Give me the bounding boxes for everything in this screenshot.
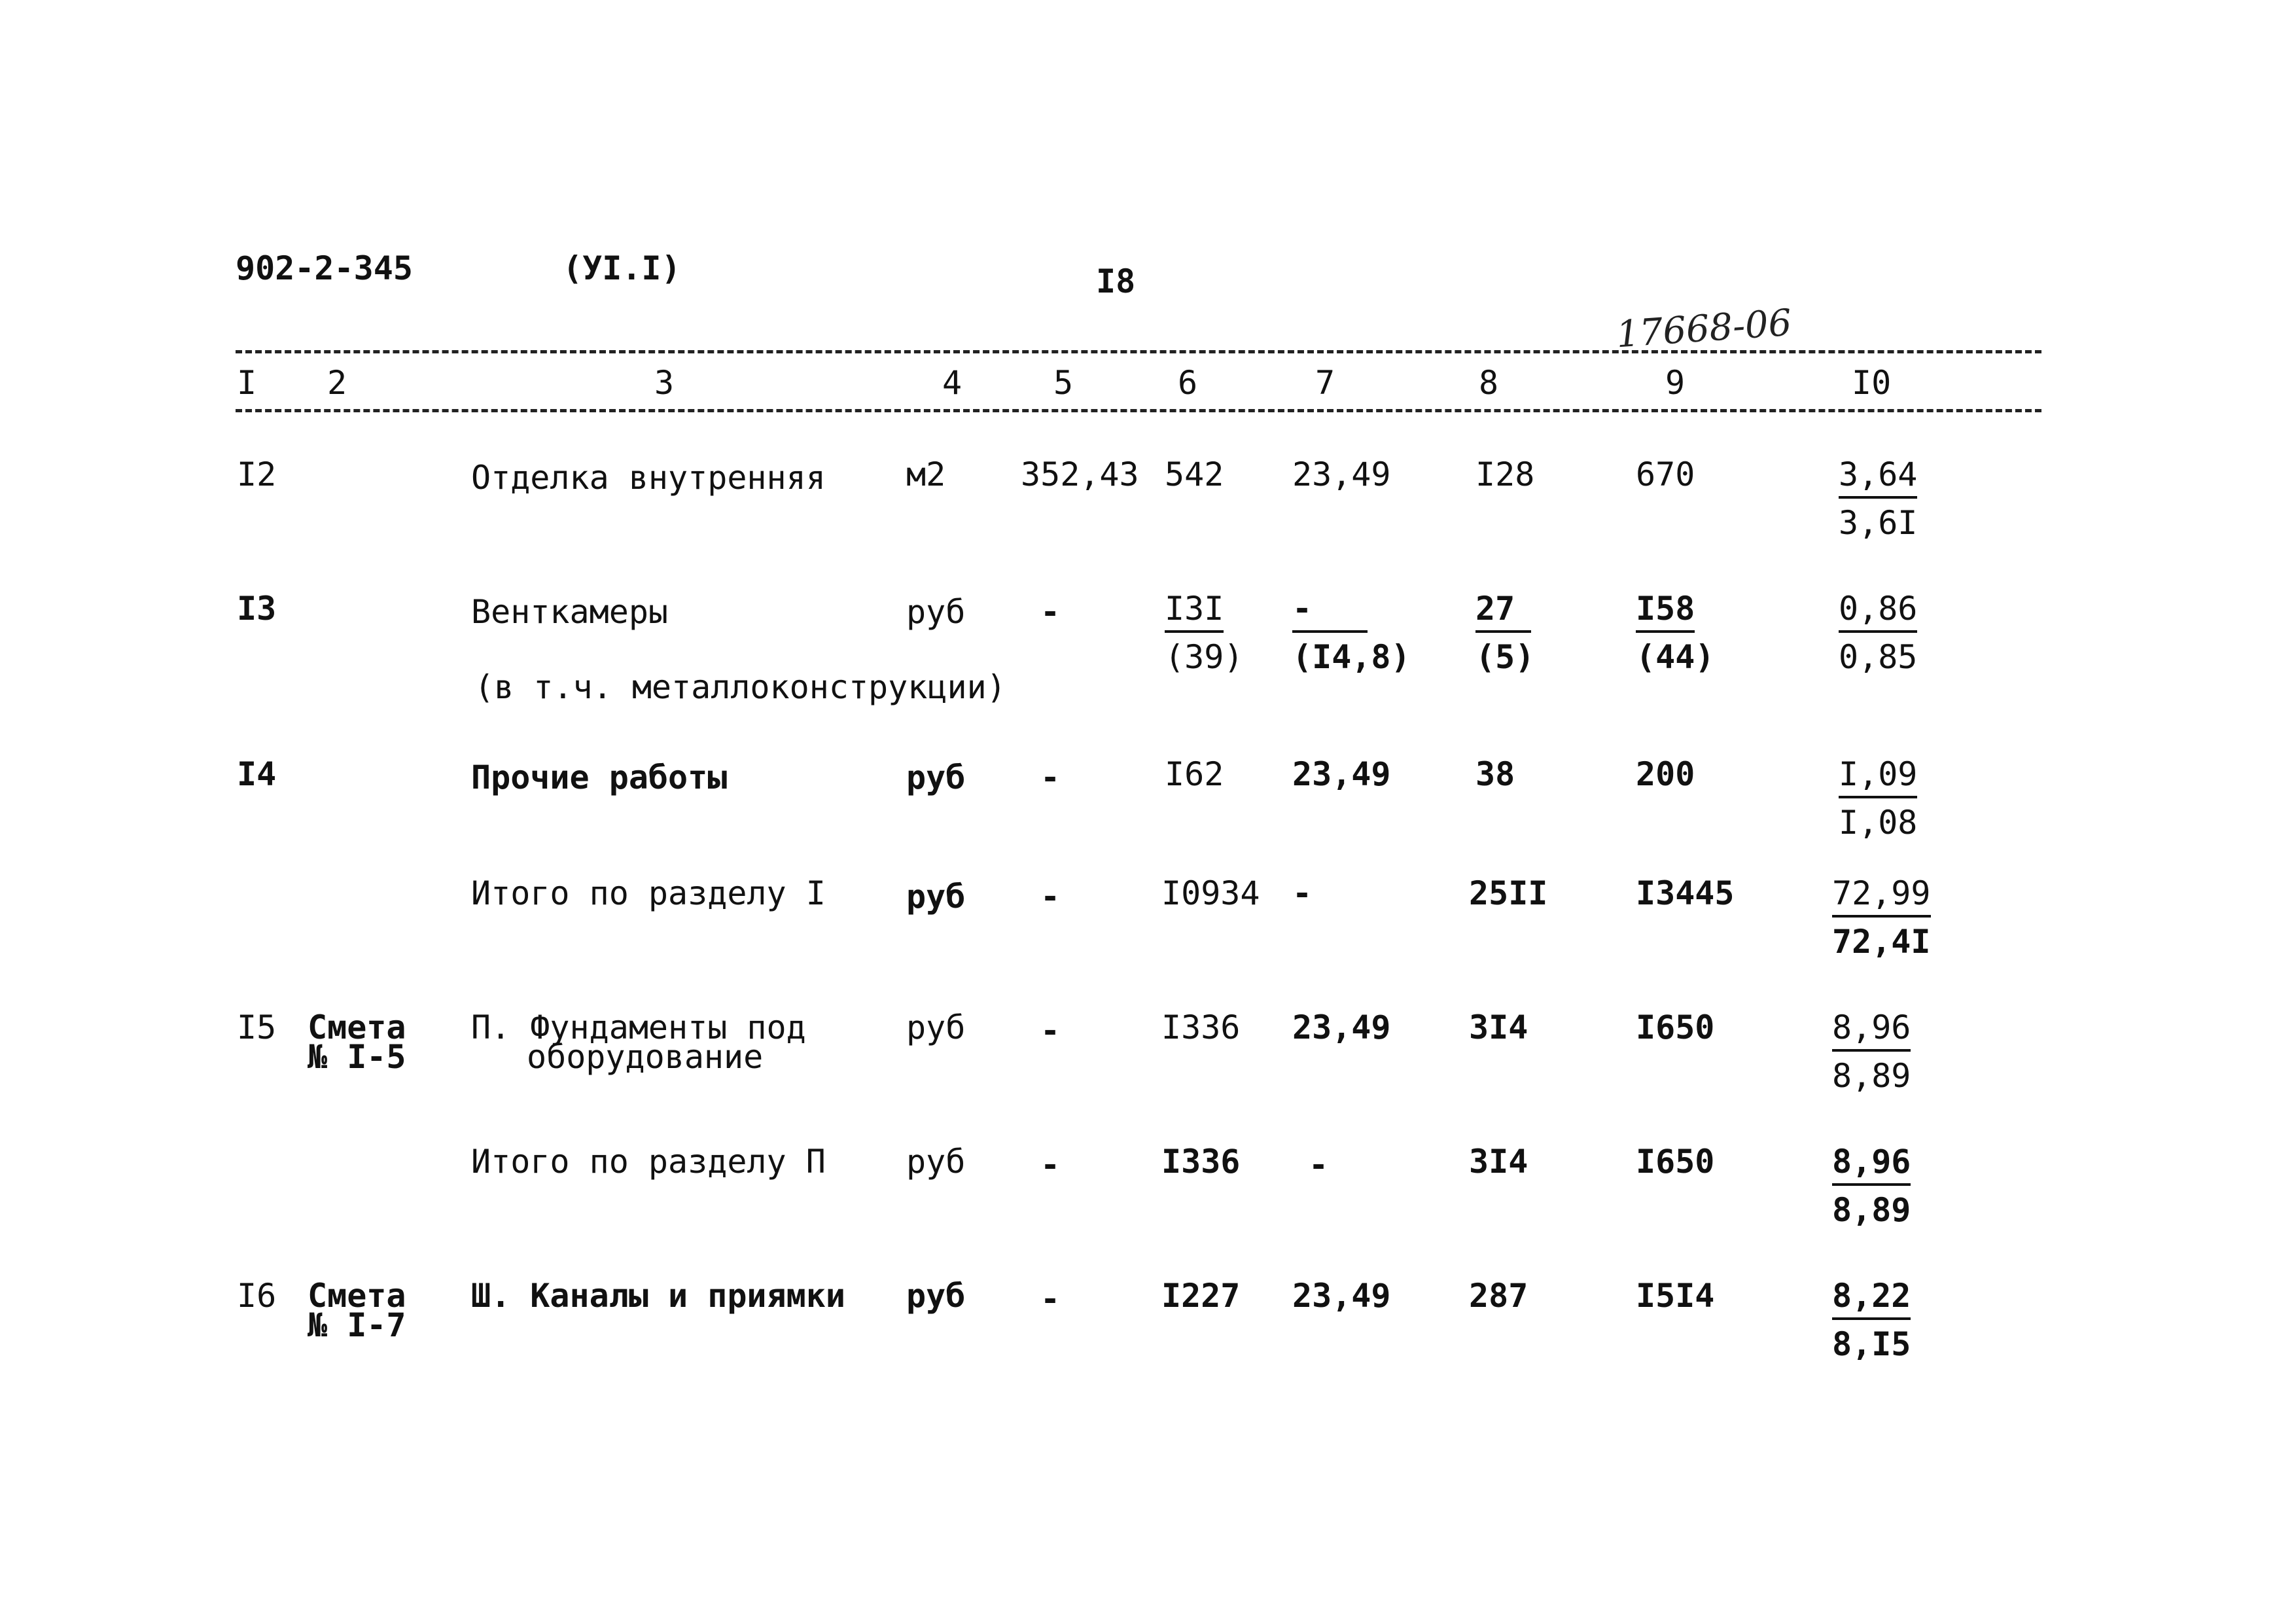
cell-10-bottom: 8,I5 (1832, 1325, 1911, 1363)
cell-10-bottom: 72,4I (1832, 923, 1931, 961)
item-name: Прочие работы (471, 758, 728, 796)
cell-6: I0934 (1161, 874, 1260, 912)
header-top-rule (236, 350, 2041, 353)
cell-9: I650 (1636, 1008, 1715, 1046)
row-number: I5 (237, 1008, 277, 1046)
row-number: I2 (237, 455, 277, 493)
cell-6: I336 (1161, 1008, 1241, 1046)
cell-9: I3445 (1636, 874, 1735, 912)
cell-6: 542 (1165, 455, 1224, 493)
item-name: Отделка внутренняя (471, 459, 826, 497)
cell-10-fraction (1839, 455, 1918, 542)
row-number: I3 (237, 590, 277, 628)
column-header-5: 5 (1053, 364, 1074, 402)
cell-5: - (1040, 1280, 1061, 1318)
section-code: (УI.I) (563, 249, 681, 287)
cell-10-bottom: 0,85 (1839, 638, 1918, 676)
cell-7: 23,49 (1292, 1008, 1391, 1046)
column-header-6: 6 (1178, 364, 1198, 402)
column-header-10: I0 (1852, 364, 1892, 402)
cell-8: 38 (1475, 755, 1515, 793)
cell-6-fraction (1165, 590, 1244, 676)
document-code: 902-2-345 (236, 249, 413, 287)
cell-7: 23,49 (1292, 1277, 1391, 1315)
cell-10-fraction (1832, 874, 1931, 961)
cell-9-top: I58 (1636, 592, 1695, 633)
column-header-7: 7 (1315, 364, 1335, 402)
cell-5: - (1040, 758, 1061, 796)
cell-6-top: I3I (1165, 592, 1224, 633)
cell-8: 287 (1469, 1277, 1528, 1315)
cell-10-bottom: 8,89 (1832, 1057, 1911, 1095)
cell-8-bottom: (5) (1475, 638, 1535, 676)
cell-10-top: 8,22 (1832, 1279, 1911, 1320)
item-name: Венткамеры (471, 593, 669, 631)
item-name-sub: (в т.ч. металлоконструкции) (474, 668, 1006, 706)
cell-5: 352,43 (1021, 455, 1139, 493)
cell-10-fraction (1832, 1279, 1911, 1361)
row-number: I6 (237, 1277, 277, 1315)
cell-7-top: - (1292, 592, 1368, 633)
cell-9: 670 (1636, 455, 1695, 493)
cell-10-fraction (1839, 755, 1918, 842)
cell-10-fraction (1832, 1143, 1911, 1229)
cell-10-bottom: 3,6I (1839, 504, 1918, 542)
column-header-2: 2 (327, 364, 347, 402)
column-header-8: 8 (1479, 364, 1499, 402)
page-number: I8 (1096, 262, 1136, 300)
cell-10-bottom: I,08 (1839, 804, 1918, 842)
cell-5: - (1040, 593, 1061, 631)
item-name-cont: оборудование (527, 1038, 764, 1076)
cell-9: I650 (1636, 1143, 1715, 1181)
cell-7-bottom: (I4,8) (1292, 638, 1411, 676)
estimate-label: Смета (308, 1277, 406, 1315)
cell-8: 3I4 (1469, 1143, 1528, 1181)
column-header-1: I (237, 364, 257, 402)
cell-10-top: 8,96 (1832, 1145, 1911, 1186)
cell-9: I5I4 (1636, 1277, 1715, 1315)
cell-10-top: 8,96 (1832, 1011, 1911, 1052)
unit: руб (906, 758, 966, 796)
cell-6: I62 (1165, 755, 1224, 793)
handwritten-note: 17668-06 (1615, 301, 1793, 357)
estimate-number: № I-7 (308, 1306, 406, 1344)
unit: м2 (906, 455, 946, 493)
cell-8-top: 27 (1475, 592, 1531, 633)
cell-6-bottom: (39) (1165, 638, 1244, 676)
cell-10-top: 0,86 (1839, 592, 1917, 633)
unit: руб (906, 593, 966, 631)
cell-6: I336 (1161, 1143, 1241, 1181)
unit: руб (906, 1008, 966, 1046)
cell-5: - (1040, 1146, 1061, 1184)
row-number: I4 (237, 755, 277, 793)
cell-9-fraction (1636, 590, 1715, 676)
unit: руб (906, 878, 966, 916)
item-name: Итого по разделу П (471, 1143, 826, 1181)
cell-10-fraction (1839, 590, 1918, 676)
cell-7-fraction (1292, 590, 1411, 676)
cell-7: 23,49 (1292, 455, 1391, 493)
cell-8-fraction (1475, 590, 1535, 676)
cell-9: 200 (1636, 755, 1695, 793)
column-header-3: 3 (654, 364, 675, 402)
header-bottom-rule (236, 409, 2041, 412)
cell-8: 3I4 (1469, 1008, 1528, 1046)
column-header-9: 9 (1665, 364, 1686, 402)
cell-5: - (1040, 1012, 1061, 1050)
cell-10-top: 72,99 (1832, 877, 1931, 918)
cell-8: I28 (1475, 455, 1535, 493)
cell-10-bottom: 8,89 (1832, 1191, 1911, 1229)
unit: руб (906, 1143, 966, 1181)
cell-6: I227 (1161, 1277, 1241, 1315)
cell-5: - (1040, 878, 1061, 916)
cell-7: 23,49 (1292, 755, 1391, 793)
unit: руб (906, 1277, 966, 1315)
item-name: Ш. Каналы и приямки (471, 1277, 845, 1315)
item-name: П. Фундаменты под (471, 1008, 806, 1046)
cell-10-top: 3,64 (1839, 458, 1917, 499)
cell-10-fraction (1832, 1008, 1911, 1095)
cell-7: - (1309, 1146, 1329, 1184)
cell-7: - (1292, 874, 1313, 912)
cell-8: 25II (1469, 874, 1548, 912)
item-name: Итого по разделу I (471, 874, 826, 912)
estimate-label: Смета (308, 1008, 406, 1046)
estimate-number: № I-5 (308, 1038, 406, 1076)
cell-9-bottom: (44) (1636, 638, 1715, 676)
cell-10-top: I,09 (1839, 758, 1917, 798)
column-header-4: 4 (942, 364, 963, 402)
